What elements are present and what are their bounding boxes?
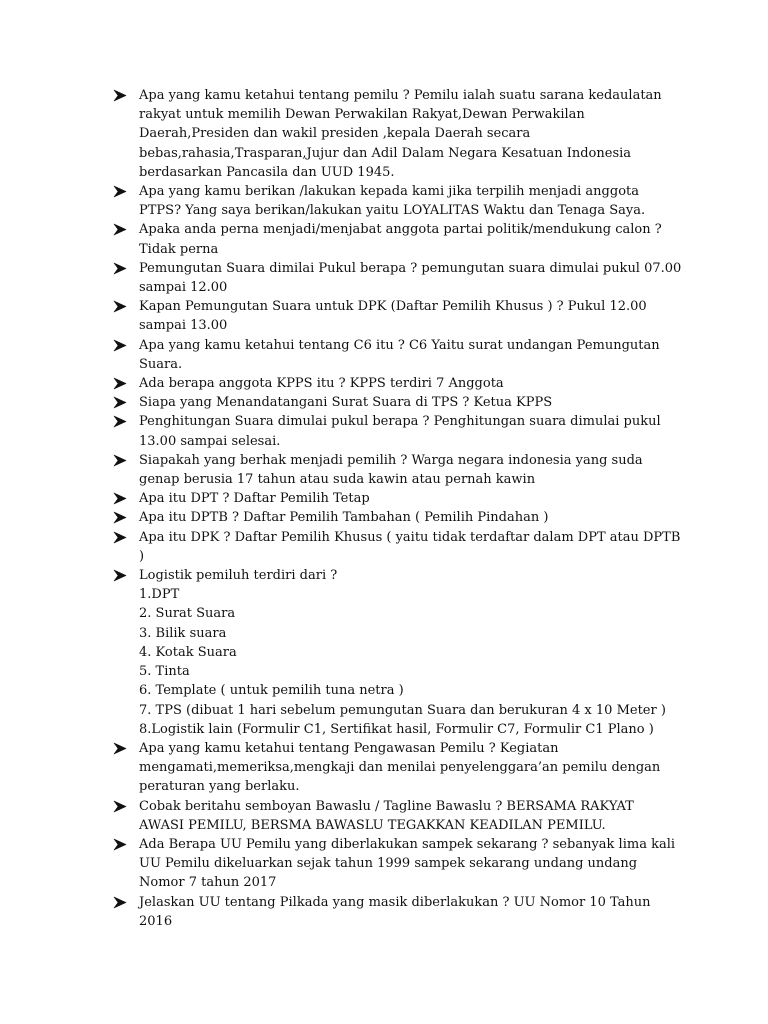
item-text: Apa yang kamu ketahui tentang C6 itu ? C6 Yaitu surat undangan Pemungutan Suara. — [139, 337, 660, 372]
arrowhead-bullet-icon — [112, 451, 132, 470]
list-item — [112, 451, 682, 489]
item-text: Apa yang kamu berikan /lakukan kepada kami jika terpilih menjadi anggota PTPS? Yang saya berikan/lakukan yaitu LOYALITAS Waktu dan Tenaga Saya. — [139, 184, 646, 219]
arrowhead-bullet-icon — [112, 835, 132, 854]
item-text: Logistik pemiluh terdiri dari ? — [139, 568, 338, 584]
arrowhead-bullet-icon — [112, 508, 132, 527]
arrowhead-bullet-icon — [112, 336, 132, 355]
item-text: Cobak beritahu semboyan Bawaslu / Tagline Bawaslu ? BERSAMA RAKYAT AWASI PEMILU, BERSMA BAWASLU TEGAKKAN KEADILAN PEMILU. — [139, 798, 634, 833]
item-text: Ada berapa anggota KPPS itu ? KPPS terdiri 7 Anggota — [139, 376, 504, 392]
arrowhead-bullet-icon — [112, 393, 132, 412]
arrowhead-bullet-icon — [112, 739, 132, 758]
arrowhead-bullet-icon — [112, 412, 132, 431]
item-text: Pemungutan Suara dimilai Pukul berapa ? pemungutan suara dimulai pukul 07.00 sampai 12.00 — [139, 260, 682, 296]
item-text: Jelaskan UU tentang Pilkada yang masik diberlakukan ? UU Nomor 10 Tahun 2016 — [139, 894, 651, 929]
item-text: Apaka anda perna menjadi/menjabat anggota partai politik/mendukung calon ? Tidak perna — [139, 222, 662, 257]
arrowhead-bullet-icon — [112, 566, 132, 585]
list-item — [112, 528, 682, 566]
logistik-sublist — [139, 585, 682, 739]
arrowhead-bullet-icon — [112, 797, 132, 816]
item-text: Siapa yang Menandatangani Surat Suara di TPS ? Ketua KPPS — [139, 395, 553, 411]
arrowhead-bullet-icon — [112, 297, 132, 316]
arrowhead-bullet-icon — [112, 489, 132, 508]
item-text: Apa yang kamu ketahui tentang pemilu ? Pemilu ialah suatu sarana kedaulatan rakyat untuk memilih Dewan Perwakilan Rakyat,Dewan Perwakilan Daerah,Presiden dan wakil presiden ,kepala Daerah secara bebas,rahasia,Trasparan,Jujur dan Adil Dalam Negara Kesatuan Indonesia berdasarkan Pancasila dan UUD 1945. — [139, 88, 662, 180]
arrowhead-bullet-icon — [112, 220, 132, 239]
logistik-entry: 2. Surat Suara — [139, 606, 236, 622]
item-text: Apa itu DPK ? Daftar Pemilih Khusus ( yaitu tidak terdaftar dalam DPT atau DPTB ) — [139, 529, 681, 564]
list-item — [112, 336, 682, 374]
list-item — [112, 893, 682, 931]
item-text: Penghitungan Suara dimulai pukul berapa ? Penghitungan suara dimulai pukul 13.00 sampai selesai. — [139, 414, 661, 449]
list-item — [112, 739, 682, 797]
list-item-logistik — [112, 566, 682, 739]
arrowhead-bullet-icon — [112, 86, 132, 105]
logistik-entry: 1.DPT — [139, 587, 180, 603]
question-answer-list — [112, 86, 682, 931]
list-item — [112, 182, 682, 220]
list-item — [112, 797, 682, 835]
list-item — [112, 374, 682, 393]
logistik-entry: 5. Tinta — [139, 664, 190, 680]
item-text: Apa itu DPTB ? Daftar Pemilih Tambahan ( Pemilih Pindahan ) — [139, 510, 549, 526]
list-item — [112, 489, 682, 508]
list-item — [112, 220, 682, 258]
logistik-entry: 3. Bilik suara — [139, 625, 227, 641]
item-text: Kapan Pemungutan Suara untuk DPK (Daftar Pemilih Khusus ) ? Pukul 12.00 sampai 13.00 — [139, 299, 647, 334]
arrowhead-bullet-icon — [112, 259, 132, 278]
list-item — [112, 297, 682, 335]
logistik-entry: 8.Logistik lain (Formulir C1, Sertifikat hasil, Formulir C7, Formulir C1 Plano ) — [139, 721, 654, 737]
logistik-entry: 6. Template ( untuk pemilih tuna netra ) — [139, 683, 404, 699]
list-item — [112, 508, 682, 527]
item-text: Apa yang kamu ketahui tentang Pengawasan Pemilu ? Kegiatan mengamati,memeriksa,mengkaji dan menilai penyelenggara’an pemilu dengan peraturan yang berlaku. — [139, 740, 661, 795]
item-text: Apa itu DPT ? Daftar Pemilih Tetap — [139, 491, 370, 507]
arrowhead-bullet-icon — [112, 374, 132, 393]
list-item — [112, 393, 682, 412]
list-item — [112, 835, 682, 893]
list-item — [112, 259, 682, 297]
logistik-entry: 4. Kotak Suara — [139, 644, 237, 660]
logistik-entry: 7. TPS (dibuat 1 hari sebelum pemungutan Suara dan berukuran 4 x 10 Meter ) — [139, 702, 666, 718]
arrowhead-bullet-icon — [112, 182, 132, 201]
list-item — [112, 412, 682, 450]
list-item — [112, 86, 682, 182]
item-text: Siapakah yang berhak menjadi pemilih ? Warga negara indonesia yang suda genap berusia 17 tahun atau suda kawin atau pernah kawin — [139, 452, 643, 488]
arrowhead-bullet-icon — [112, 528, 132, 547]
arrowhead-bullet-icon — [112, 893, 132, 912]
item-text: Ada Berapa UU Pemilu yang diberlakukan sampek sekarang ? sebanyak lima kali UU Pemilu dikeluarkan sejak tahun 1999 sampek sekarang undang undang Nomor 7 tahun 2017 — [139, 836, 676, 891]
